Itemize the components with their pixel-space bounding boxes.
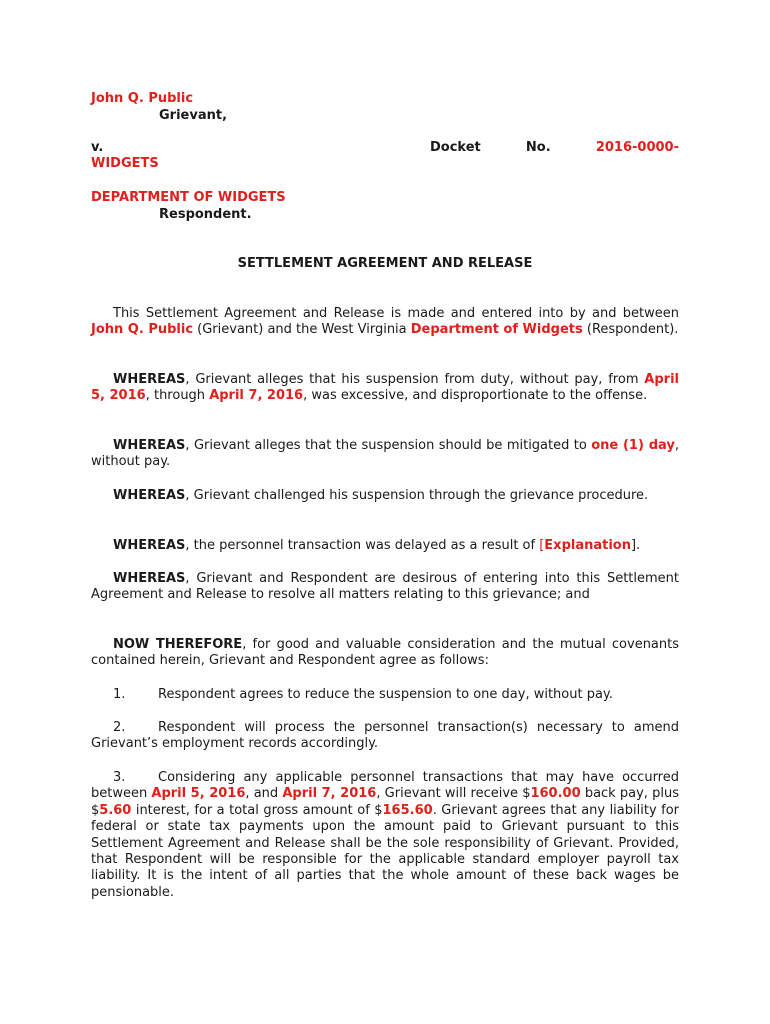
item-text: , Grievant will receive $ bbox=[376, 786, 531, 802]
item-text: . Grievant agrees that any liability for federal or state tax payments upon the amount paid to Grievant pursuant to this Settlement Agreement and Release shall be the sole responsibility of Grievant. Provided, that Respondent will be responsible for the applicable standard employer payroll tax liability. It is the intent of all parties that the whole amount of these back wages be pensionable. bbox=[91, 802, 679, 900]
whereas-keyword: WHEREAS bbox=[113, 488, 186, 503]
item-number: 1. bbox=[113, 687, 126, 702]
grievant-name: John Q. Public bbox=[91, 91, 194, 106]
whereas-keyword: WHEREAS bbox=[113, 538, 186, 553]
total-amount: 165.60 bbox=[382, 802, 433, 818]
suspension-end-date: April 7, 2016 bbox=[209, 388, 304, 404]
intro-grievant-name: John Q. Public bbox=[91, 322, 194, 338]
now-therefore-paragraph bbox=[91, 637, 679, 670]
docket-group bbox=[430, 140, 679, 156]
period-end-date: April 7, 2016 bbox=[282, 786, 377, 802]
item-number: 3. bbox=[113, 770, 126, 785]
grievant-role: Grievant, bbox=[159, 108, 228, 123]
whereas-keyword: WHEREAS bbox=[113, 571, 186, 586]
item-text: , and bbox=[245, 786, 283, 802]
item-number: 2. bbox=[113, 720, 126, 735]
whereas-text: , the personnel transaction was delayed as a result of bbox=[185, 538, 540, 553]
back-pay-amount: 160.00 bbox=[530, 786, 581, 802]
item-text: Respondent will process the personnel transaction(s) necessary to amend Grievant’s employment records accordingly. bbox=[91, 720, 679, 752]
period-start-date: April 5, 2016 bbox=[151, 786, 246, 802]
whereas-text: , through bbox=[145, 388, 210, 404]
docket-number: 2016-0000- bbox=[595, 140, 679, 155]
document-title: SETTLEMENT AGREEMENT AND RELEASE bbox=[237, 256, 533, 271]
intro-text: (Respondent). bbox=[582, 322, 679, 338]
whereas-text: , Grievant alleges that his suspension from duty, without pay, from bbox=[185, 372, 645, 387]
whereas-keyword: WHEREAS bbox=[113, 438, 186, 453]
intro-text: This Settlement Agreement and Release is made and entered into by and between bbox=[113, 306, 679, 321]
bracket-close: ]. bbox=[630, 538, 641, 553]
item-text: back pay, plus $ bbox=[91, 786, 679, 818]
versus-label: v. bbox=[91, 140, 104, 155]
intro-paragraph bbox=[91, 306, 679, 339]
mitigated-duration: one (1) day bbox=[591, 438, 675, 453]
suspension-start-date: April 5, 2016 bbox=[91, 372, 679, 404]
agreement-item-3 bbox=[91, 770, 679, 901]
respondent-role: Respondent. bbox=[159, 207, 252, 222]
intro-department: Department of Widgets bbox=[410, 322, 583, 338]
now-therefore-text: , for good and valuable consideration and the mutual covenants contained herein, Grievant and Respondent agree as follows: bbox=[91, 637, 680, 669]
whereas-paragraph-5 bbox=[91, 571, 679, 604]
whereas-text: , Grievant challenged his suspension through the grievance procedure. bbox=[185, 488, 649, 503]
bracket-open: [ bbox=[539, 538, 545, 553]
whereas-paragraph-4 bbox=[91, 538, 679, 554]
docket-no-label: No. bbox=[525, 140, 551, 155]
respondent-name: DEPARTMENT OF WIDGETS bbox=[91, 190, 286, 205]
explanation-placeholder: Explanation bbox=[544, 538, 631, 553]
interest-amount: 5.60 bbox=[99, 802, 132, 818]
agreement-item-1 bbox=[91, 687, 679, 703]
docket-label: Docket bbox=[430, 140, 481, 155]
docket-line bbox=[91, 140, 679, 156]
item-text: interest, for a total gross amount of $ bbox=[131, 802, 383, 818]
whereas-paragraph-1 bbox=[91, 372, 679, 405]
intro-text: (Grievant) and the West Virginia bbox=[193, 322, 411, 338]
whereas-text: , without pay. bbox=[91, 438, 679, 470]
now-therefore-keyword: NOW THEREFORE bbox=[113, 637, 243, 652]
docket-number-cont: WIDGETS bbox=[91, 156, 159, 171]
whereas-keyword: WHEREAS bbox=[113, 372, 186, 387]
whereas-paragraph-3 bbox=[91, 488, 679, 504]
item-text: Considering any applicable personnel transactions that may have occurred between bbox=[91, 770, 679, 802]
whereas-text: , Grievant and Respondent are desirous of entering into this Settlement Agreement and Release to resolve all matters relating to this grievance; and bbox=[91, 571, 679, 603]
item-text: Respondent agrees to reduce the suspension to one day, without pay. bbox=[158, 687, 613, 702]
whereas-text: , Grievant alleges that the suspension should be mitigated to bbox=[185, 438, 592, 453]
whereas-paragraph-2 bbox=[91, 438, 679, 471]
agreement-item-2 bbox=[91, 720, 679, 753]
whereas-text: , was excessive, and disproportionate to the offense. bbox=[303, 388, 648, 404]
